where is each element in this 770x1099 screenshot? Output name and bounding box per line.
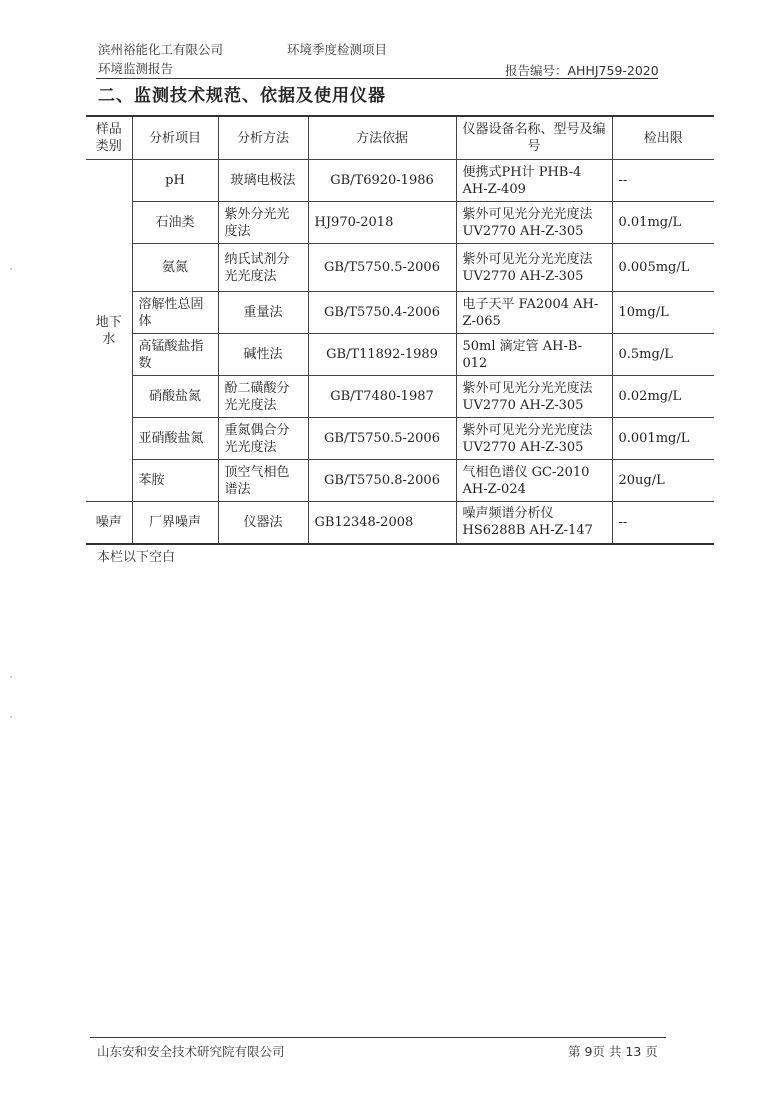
category-noise: 噪声	[86, 502, 132, 544]
instrument-cell: 便携式PH计 PHB-4 AH-Z-409	[456, 160, 612, 202]
header-category: 样品类别	[86, 116, 132, 160]
limit-cell: 0.01mg/L	[612, 202, 714, 244]
scan-speck	[10, 716, 12, 718]
header-project: 环境季度检测项目	[287, 42, 388, 57]
item-cell: 氨氮	[132, 244, 218, 292]
limit-cell: 0.001mg/L	[612, 418, 714, 460]
table-row	[86, 292, 714, 334]
method-cell: 仪器法	[218, 502, 308, 544]
item-cell: 石油类	[132, 202, 218, 244]
footer-page-number: 第 9页 共 13 页	[568, 1044, 658, 1059]
table-row	[86, 202, 714, 244]
limit-cell: 0.02mg/L	[612, 376, 714, 418]
instrument-table	[86, 115, 714, 545]
section-title: 二、监测技术规范、依据及使用仪器	[98, 86, 386, 106]
method-cell: 重量法	[218, 292, 308, 334]
instrument-cell: 紫外可见光分光光度法 UV2770 AH-Z-305	[456, 376, 612, 418]
limit-cell: 20ug/L	[612, 460, 714, 502]
footer-institute: 山东安和安全技术研究院有限公司	[97, 1044, 285, 1059]
instrument-cell: 50ml 滴定管 AH-B-012	[456, 334, 612, 376]
limit-cell: --	[612, 502, 714, 544]
table-row	[86, 160, 714, 202]
table-row	[86, 460, 714, 502]
limit-cell: --	[612, 160, 714, 202]
method-cell: 紫外分光光度法	[218, 202, 308, 244]
category-groundwater: 地下水	[86, 160, 132, 502]
table-row	[86, 334, 714, 376]
method-cell: 重氮偶合分光光度法	[218, 418, 308, 460]
header-method: 分析方法	[218, 116, 308, 160]
table-row	[86, 502, 714, 544]
basis-cell: GB/T5750.8-2006	[308, 460, 456, 502]
method-cell: 顶空气相色谱法	[218, 460, 308, 502]
basis-cell: GB/T7480-1987	[308, 376, 456, 418]
method-cell: 纳氏试剂分光光度法	[218, 244, 308, 292]
scan-speck	[10, 268, 12, 270]
item-cell: 亚硝酸盐氮	[132, 418, 218, 460]
instrument-cell: 紫外可见光分光光度法 UV2770 AH-Z-305	[456, 244, 612, 292]
header-limit: 检出限	[612, 116, 714, 160]
table-header-row	[86, 116, 714, 160]
table-row	[86, 376, 714, 418]
basis-cell: HJ970-2018	[308, 202, 456, 244]
header-item: 分析项目	[132, 116, 218, 160]
limit-cell: 0.005mg/L	[612, 244, 714, 292]
method-cell: 玻璃电极法	[218, 160, 308, 202]
instrument-cell: 电子天平 FA2004 AH-Z-065	[456, 292, 612, 334]
basis-cell: GB12348-2008	[308, 502, 456, 544]
header-report-number: 报告编号：AHHJ759-2020	[505, 63, 659, 78]
basis-cell: GB/T11892-1989	[308, 334, 456, 376]
header-instrument: 仪器设备名称、型号及编号	[456, 116, 612, 160]
instrument-cell: 紫外可见光分光光度法 UV2770 AH-Z-305	[456, 202, 612, 244]
basis-cell: GB/T5750.5-2006	[308, 418, 456, 460]
header-report-type: 环境监测报告	[98, 61, 174, 76]
method-cell: 碱性法	[218, 334, 308, 376]
basis-cell: GB/T5750.5-2006	[308, 244, 456, 292]
header-basis: 方法依据	[308, 116, 456, 160]
footer-divider	[90, 1037, 666, 1038]
method-cell: 酚二磺酸分光光度法	[218, 376, 308, 418]
item-cell: 硝酸盐氮	[132, 376, 218, 418]
item-cell: 高锰酸盐指数	[132, 334, 218, 376]
item-cell: 厂界噪声	[132, 502, 218, 544]
instrument-cell: 气相色谱仪 GC-2010 AH-Z-024	[456, 460, 612, 502]
item-cell: 溶解性总固体	[132, 292, 218, 334]
blank-below-note: 本栏以下空白	[97, 550, 176, 565]
basis-cell: GB/T5750.4-2006	[308, 292, 456, 334]
item-cell: pH	[132, 160, 218, 202]
item-cell: 苯胺	[132, 460, 218, 502]
instrument-cell: 噪声频谱分析仪 HS6288B AH-Z-147	[456, 502, 612, 544]
scan-speck	[10, 676, 12, 678]
table-row	[86, 244, 714, 292]
instrument-cell: 紫外可见光分光光度法 UV2770 AH-Z-305	[456, 418, 612, 460]
header-divider	[96, 78, 658, 79]
limit-cell: 10mg/L	[612, 292, 714, 334]
header-company: 滨州裕能化工有限公司	[98, 42, 224, 57]
basis-cell: GB/T6920-1986	[308, 160, 456, 202]
table-row	[86, 418, 714, 460]
limit-cell: 0.5mg/L	[612, 334, 714, 376]
